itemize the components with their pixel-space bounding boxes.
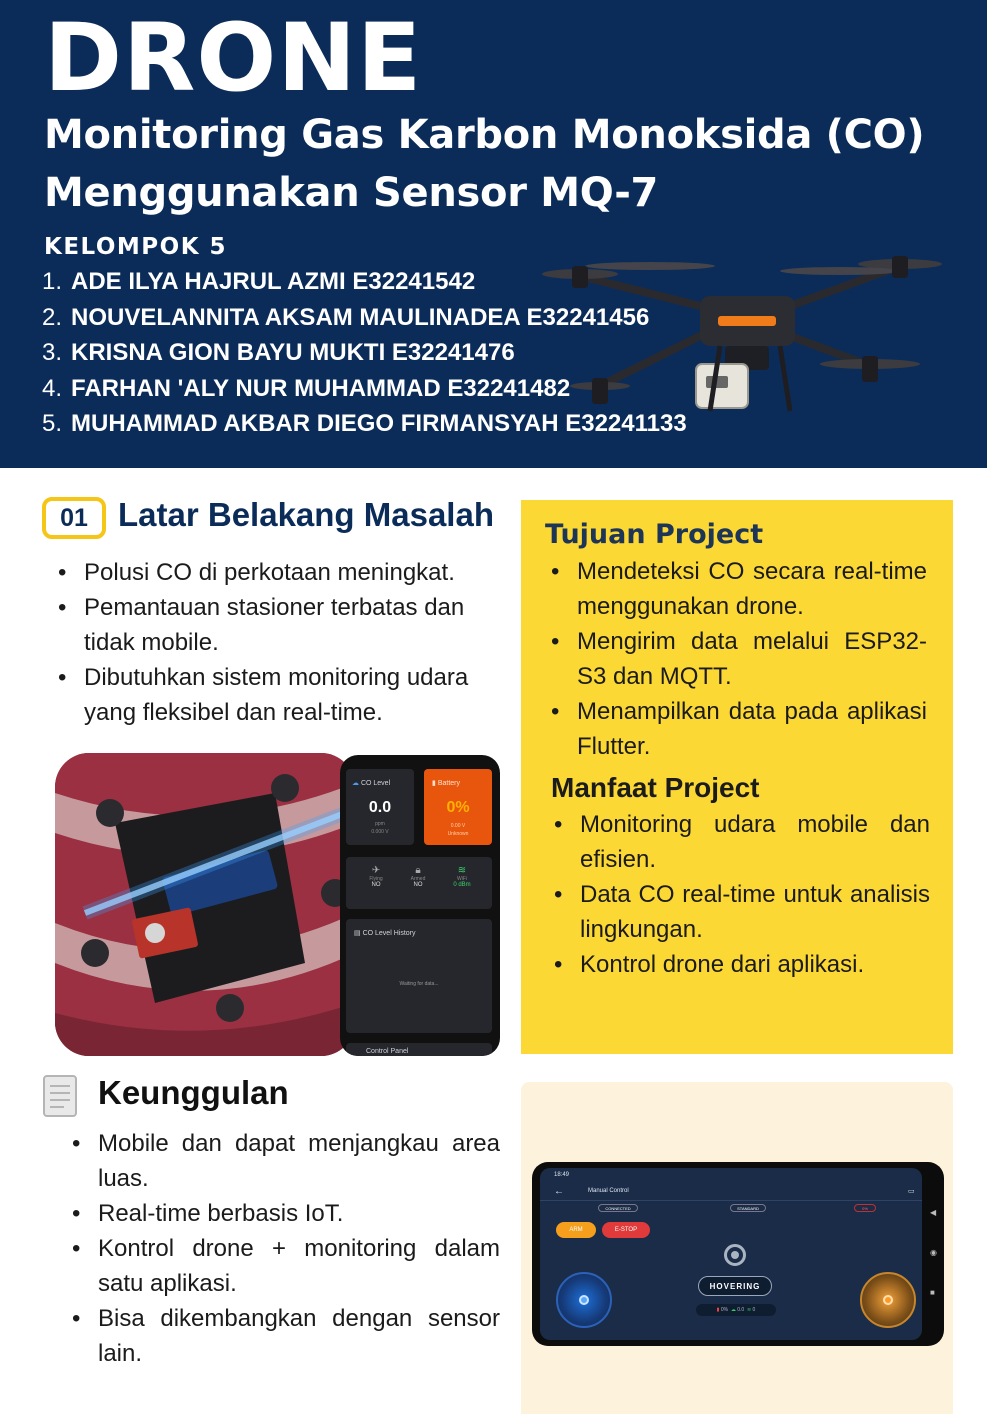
keunggulan-title: Keunggulan [98, 1074, 289, 1111]
back-arrow-icon[interactable]: ← [554, 1186, 564, 1197]
chart-icon: ▤ [354, 930, 361, 937]
control-panel-card[interactable] [346, 1043, 492, 1056]
battery-status: Unknown [447, 831, 469, 837]
member-item: 3. KRISNA GION BAYU MUKTI E32241476 [42, 339, 515, 366]
record-icon[interactable] [724, 1244, 746, 1266]
telemetry-strip: ▮ 0% ☁ 0.0 ≋ 0 [696, 1304, 776, 1316]
wifi-icon: ≋ [457, 865, 467, 876]
member-item: 1. ADE ILYA HAJRUL AZMI E32241542 [42, 268, 476, 295]
airplane-icon: ✈ [371, 865, 381, 876]
battery-icon: ▮ [716, 1307, 720, 1313]
tujuan-title: Tujuan Project [545, 519, 764, 550]
control-panel-label: Control Panel [366, 1048, 409, 1055]
co-history-card [346, 919, 492, 1033]
member-item: 4. FARHAN 'ALY NUR MUHAMMAD E32241482 [42, 374, 571, 402]
latar-belakang-list [58, 555, 498, 730]
flight-status-badge: HOVERING [698, 1276, 772, 1296]
document-icon [42, 1074, 78, 1118]
list-item: • Mobile dan dapat menjangkau area luas. [72, 1126, 500, 1196]
manfaat-list [554, 807, 930, 982]
battery-voltage: 0.00 V [450, 823, 466, 829]
battery-icon: ▮ [432, 780, 436, 787]
list-item: • Polusi CO di perkotaan meningkat. [58, 555, 498, 590]
manual-control-screen [540, 1168, 922, 1340]
flying-status: ✈ Flying NO [356, 865, 396, 888]
battery-card [424, 769, 492, 845]
manfaat-title: Manfaat Project [551, 772, 760, 803]
drone-hardware-image [55, 753, 355, 1056]
battery-value: 0% [446, 799, 470, 816]
co-history-label: ▤ CO Level History [354, 930, 416, 937]
list-item: • Mendeteksi CO secara real-time menggunakan drone. [551, 554, 927, 624]
list-item: • Kontrol drone + monitoring dalam satu aplikasi. [72, 1231, 500, 1301]
list-item: • Real-time berbasis IoT. [72, 1196, 500, 1231]
section-number-badge: 01 [42, 497, 106, 539]
divider [540, 1200, 922, 1201]
list-item: • Menampilkan data pada aplikasi Flutter. [551, 694, 927, 764]
arm-button[interactable]: ARM [556, 1222, 596, 1238]
poster-title: DRONE [44, 4, 423, 113]
subtitle-line-2: Menggunakan Sensor MQ-7 [44, 170, 659, 216]
header-banner [0, 0, 987, 468]
list-item: • Dibutuhkan sistem monitoring udara yang fleksibel dan real-time. [58, 660, 498, 730]
nav-back-icon[interactable]: ◀ [930, 1208, 937, 1217]
waiting-text: Waiting for data... [399, 981, 439, 987]
status-row [346, 857, 492, 909]
subtitle-line-1: Monitoring Gas Karbon Monoksida (CO) [44, 112, 925, 158]
tablet-app-screenshot [532, 1162, 944, 1346]
battery-label: ▮ Battery [432, 780, 460, 787]
left-joystick[interactable] [556, 1272, 612, 1328]
right-joystick[interactable] [860, 1272, 916, 1328]
member-item: 2. NOUVELANNITA AKSAM MAULINADEA E32241456 [42, 303, 650, 331]
wifi-icon: ≋ [746, 1307, 752, 1313]
lock-icon: 🔒︎ [415, 865, 421, 876]
mobile-app-screenshot [340, 755, 500, 1056]
list-item: • Bisa dikembangkan dengan sensor lain. [72, 1301, 500, 1371]
poster-subtitle [44, 106, 924, 222]
status-bar-time: 18:49 [554, 1172, 570, 1178]
menu-icon[interactable]: ▭ [908, 1188, 915, 1195]
emergency-stop-button[interactable]: E-STOP [602, 1222, 650, 1238]
list-item: • Pemantauan stasioner terbatas dan tidak mobile. [58, 590, 498, 660]
wifi-status: ≋ WiFi 0 dBm [442, 865, 482, 888]
nav-home-icon[interactable]: ◉ [930, 1248, 937, 1257]
nav-recent-icon[interactable]: ■ [930, 1288, 935, 1297]
member-list [42, 264, 687, 442]
co-level-value: 0.0 [368, 799, 392, 816]
list-item: • Monitoring udara mobile dan efisien. [554, 807, 930, 877]
armed-status: 🔒︎ Armed NO [398, 865, 438, 888]
keunggulan-list [72, 1126, 500, 1371]
co-voltage: 0.000 V [371, 829, 389, 835]
member-item: 5. MUHAMMAD AKBAR DIEGO FIRMANSYAH E32241133 [42, 410, 687, 437]
list-item: • Data CO real-time untuk analisis lingkungan. [554, 877, 930, 947]
manual-control-title: Manual Control [588, 1188, 629, 1194]
co-level-card [346, 769, 414, 845]
connection-chip: CONNECTED [598, 1204, 638, 1212]
group-label: KELOMPOK 5 [44, 234, 228, 260]
battery-chip: 0% [854, 1204, 876, 1212]
cloud-icon: ☁ [730, 1307, 736, 1313]
drone-hardware-photo [55, 753, 355, 1056]
co-level-label: ☁ CO Level [352, 780, 391, 787]
list-item: • Mengirim data melalui ESP32-S3 dan MQTT. [551, 624, 927, 694]
mode-chip: STANDARD [730, 1204, 766, 1212]
tujuan-list [551, 554, 927, 764]
list-item: • Kontrol drone dari aplikasi. [554, 947, 930, 982]
cloud-icon: ☁ [352, 780, 359, 787]
latar-belakang-title: Latar Belakang Masalah [118, 496, 494, 533]
co-unit: ppm [375, 821, 385, 827]
